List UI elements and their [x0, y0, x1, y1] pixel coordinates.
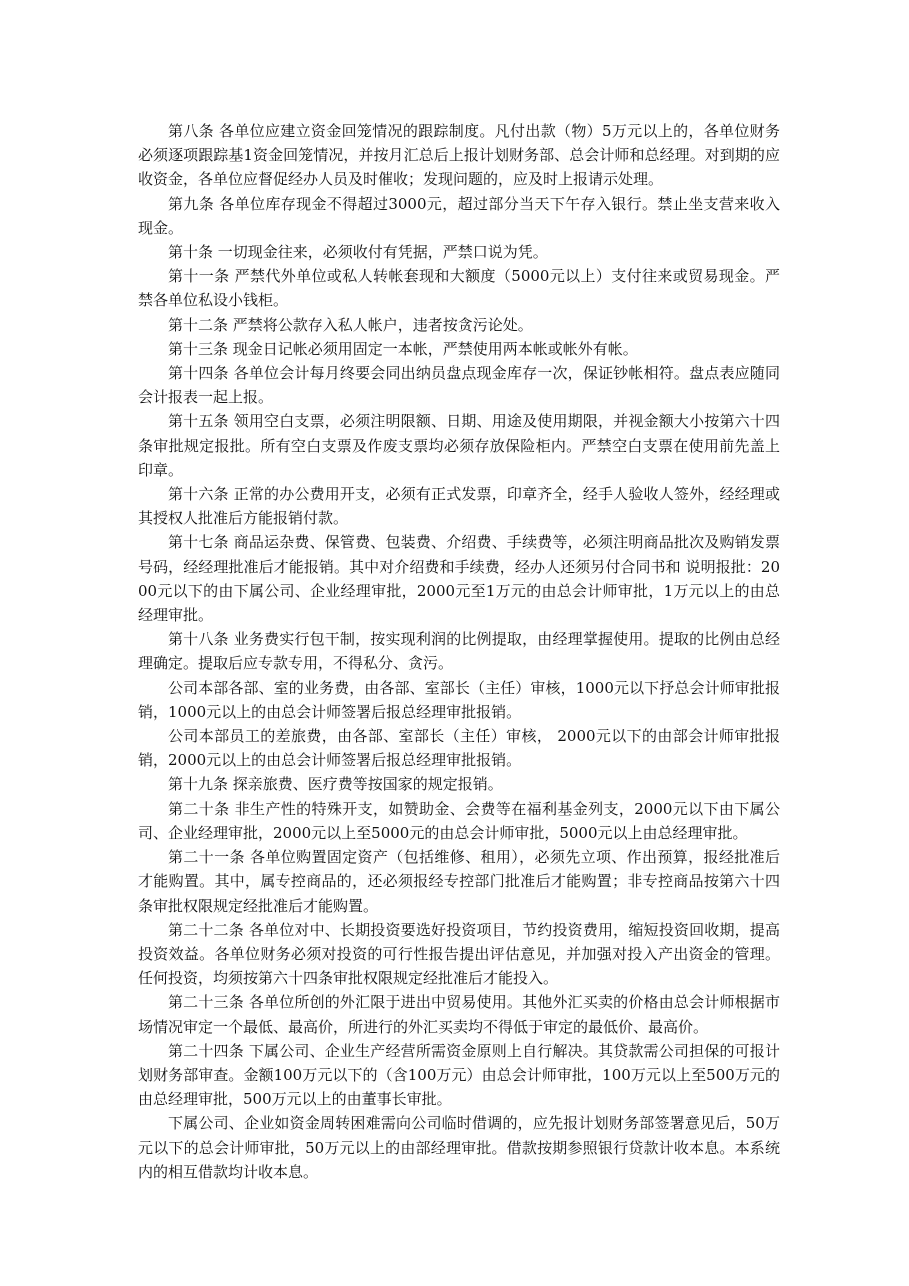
article-21-paragraph: 第二十一条 各单位购置固定资产（包括维修、租用），必须先立项、作出预算，报经批准后才能购置。其中，属专控商品的，还必须报经专控部门批准后才能购置；非专控商品按第六十四条审批权限规定经批准后才能购置。	[138, 848, 780, 915]
article-16-paragraph: 第十六条 正常的办公费用开支，必须有正式发票，印章齐全，经手人验收人签外，经经理或其授权人批准后方能报销付款。	[138, 485, 780, 528]
article-11-paragraph: 第十一条 严禁代外单位或私人转帐套现和大额度（5000元以上）支付往来或贸易现金。严禁各单位私设小钱柜。	[138, 267, 780, 310]
article-22-paragraph: 第二十二条 各单位对中、长期投资要选好投资项目，节约投资费用，缩短投资回收期，提高投资效益。各单位财务必须对投资的可行性报告提出评估意见，并加强对投入产出资金的管理。任何投资，均须按第六十四条审批权限规定经批准后才能投入。	[138, 920, 780, 988]
article-17-paragraph: 第十七条 商品运杂费、保管费、包装费、介绍费、手续费等，必须注明商品批次及购销发票号码，经经理批准后才能报销。其中对介绍费和手续费，经办人还须另付合同书和 说明报批：2000元以下的由下属公司、企业经理审批，2000元至1万元的由总会计师审批，1万元以上的由总经理审批。	[138, 533, 780, 625]
article-24-paragraph: 第二十四条 下属公司、企业生产经营所需资金原则上自行解决。其贷款需公司担保的可报计划财务部审查。金额100万元以下的（含100万元）由总会计师审批，100万元以上至500万元的由总经理审批，500万元以上的由董事长审批。	[138, 1041, 780, 1109]
article-24-borrowing-paragraph: 下属公司、企业如资金周转困难需向公司临时借调的，应先报计划财务部签署意见后，50万元以下的总会计师审批，50万元以上的由部经理审批。借款按期参照银行贷款计收本息。本系统内的相互借款均计收本息。	[138, 1114, 780, 1181]
article-12-paragraph: 第十二条 严禁将公款存入私人帐户，违者按贪污论处。	[168, 315, 533, 334]
article-18-paragraph: 第十八条 业务费实行包干制，按实现利润的比例提取，由经理掌握使用。提取的比例由总经理确定。提取后应专款专用，不得私分、贪污。	[138, 630, 780, 673]
article-23-paragraph: 第二十三条 各单位所创的外汇限于进出中贸易使用。其他外汇买卖的价格由总会计师根据市场情况审定一个最低、最高价，所进行的外汇买卖均不得低于审定的最低价、最高价。	[138, 993, 780, 1036]
article-18-dept-expense-paragraph: 公司本部各部、室的业务费，由各部、室部长（主任）审核，1000元以下抒总会计师审批报销，1000元以上的由总会计师签署后报总经理审批报销。	[138, 678, 780, 721]
article-18-travel-expense-paragraph: 公司本部员工的差旅费，由各部、室部长（主任）审核， 2000元以下的由部会计师审批报销，2000元以上的由总会计师签署后报总经理审批报销。	[138, 727, 780, 770]
document-body	[138, 119, 780, 1184]
article-9-paragraph: 第九条 各单位库存现金不得超过3000元，超过部分当天下午存入银行。禁止坐支营来收入现金。	[138, 194, 780, 237]
article-13-paragraph: 第十三条 现金日记帐必须用固定一本帐，严禁使用两本帐或帐外有帐。	[168, 339, 638, 358]
article-10-paragraph: 第十条 一切现金往来，必须收付有凭据，严禁口说为凭。	[168, 243, 548, 262]
article-20-paragraph: 第二十条 非生产性的特殊开支，如赞助金、会费等在福利基金列支，2000元以下由下属公司、企业经理审批，2000元以上至5000元的由总会计师审批，5000元以上由总经理审批。	[138, 799, 780, 842]
article-14-paragraph: 第十四条 各单位会计每月终要会同出纳员盘点现金库存一次，保证钞帐相符。盘点表应随同会计报表一起上报。	[138, 364, 780, 407]
article-15-paragraph: 第十五条 领用空白支票，必须注明限额、日期、用途及使用期限，并视金额大小按第六十四条审批规定报批。所有空白支票及作废支票均必须存放保险柜内。严禁空白支票在使用前先盖上印章。	[138, 412, 780, 479]
article-8-paragraph: 第八条 各单位应建立资金回笼情况的跟踪制度。凡付出款（物）5万元以上的，各单位财务必须逐项跟踪基1资金回笼情况，并按月汇总后上报计划财务部、总会计师和总经理。对到期的应收资金，各单位应督促经办人员及时催收；发现问题的，应及时上报请示处理。	[138, 122, 780, 189]
article-19-paragraph: 第十九条 探亲旅费、医疗费等按国家的规定报销。	[168, 775, 503, 794]
